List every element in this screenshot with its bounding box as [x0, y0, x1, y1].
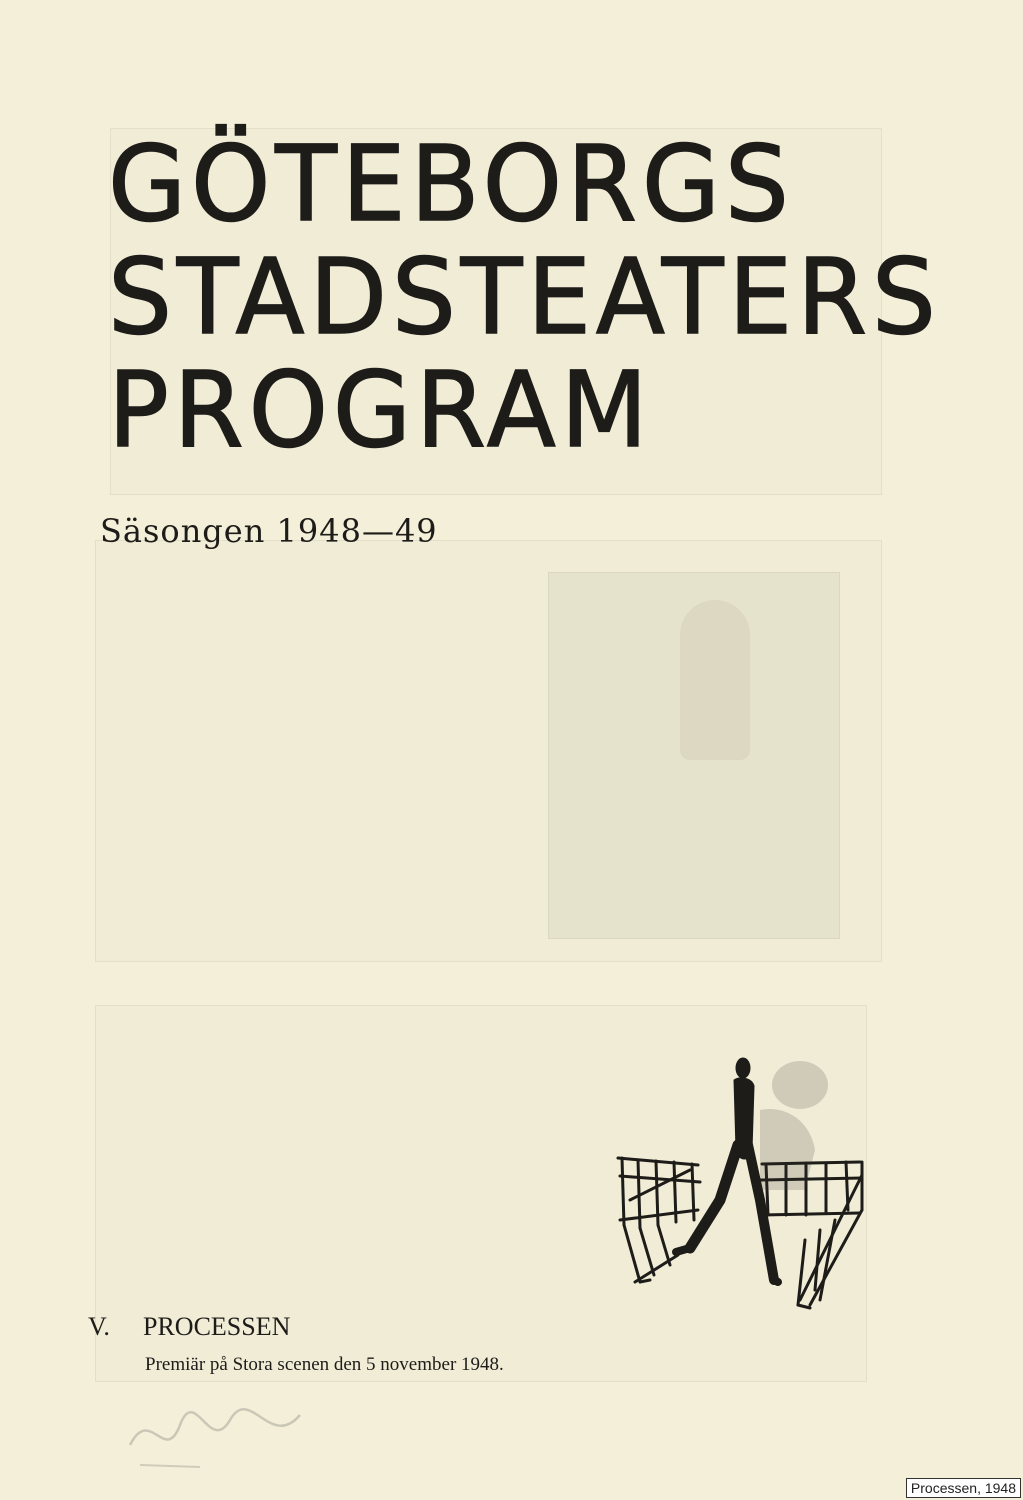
faint-signature-stamp [120, 1395, 320, 1475]
show-through-figure [680, 600, 750, 760]
production-title [88, 1312, 290, 1342]
walking-figure-illustration [610, 1050, 880, 1320]
production-name: PROCESSEN [143, 1312, 291, 1341]
masthead [108, 123, 941, 471]
masthead-line-3: PROGRAM [108, 349, 653, 471]
masthead-line-1: GÖTEBORGS [108, 123, 794, 245]
production-number: V. [88, 1312, 110, 1341]
season-heading: Säsongen 1948—49 [100, 512, 438, 550]
premiere-line: Premiär på Stora scenen den 5 november 1948. [145, 1354, 504, 1375]
masthead-line-2: STADSTEATERS [108, 236, 941, 358]
image-caption: Processen, 1948 [906, 1478, 1021, 1498]
